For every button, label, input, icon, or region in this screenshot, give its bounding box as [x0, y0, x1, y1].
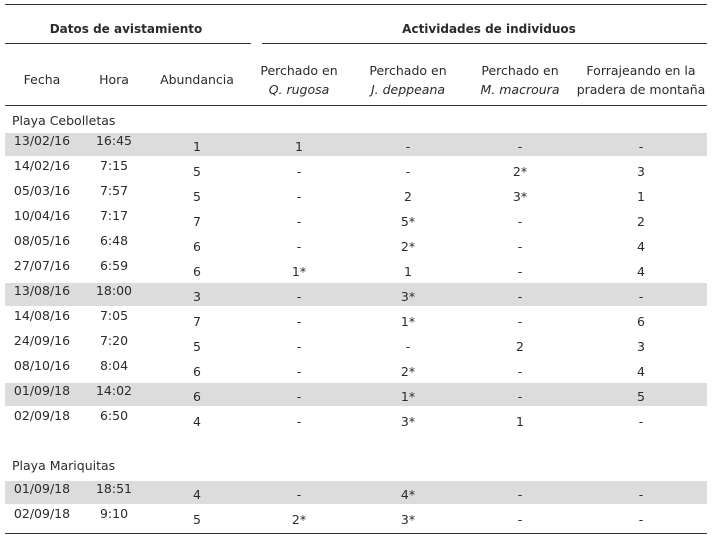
- top-rule: [5, 4, 707, 5]
- cell-f: 4: [637, 264, 645, 279]
- col-header-f-line1: Forrajeando en la: [586, 63, 696, 78]
- cell-j: 5*: [400, 214, 416, 229]
- cell-m: -: [517, 512, 523, 527]
- cell-f: 4: [637, 364, 645, 379]
- bottom-rule: [5, 533, 707, 534]
- table-row: [0, 358, 714, 383]
- cell-j: 2*: [400, 364, 416, 379]
- cell-fecha: 08/10/16: [13, 358, 71, 373]
- cell-m: -: [517, 389, 523, 404]
- cell-fecha: 02/09/18: [13, 408, 71, 423]
- table-row: [0, 233, 714, 258]
- cell-q: -: [296, 339, 302, 354]
- cell-abundancia: 4: [193, 414, 201, 429]
- table-row: [0, 133, 714, 158]
- cell-fecha: 08/05/16: [13, 233, 71, 248]
- cell-m: 1: [516, 414, 524, 429]
- cell-hora: 16:45: [95, 133, 133, 148]
- header-rule: [5, 105, 707, 106]
- cell-m: -: [517, 314, 523, 329]
- cell-f: -: [638, 414, 644, 429]
- section-title-mariquitas: Playa Mariquitas: [12, 458, 116, 473]
- col-header-q-line1: Perchado en: [260, 63, 338, 78]
- cell-q: -: [296, 164, 302, 179]
- cell-fecha: 10/04/16: [13, 208, 71, 223]
- cell-f: 1: [637, 189, 645, 204]
- cell-hora: 9:10: [99, 506, 129, 521]
- cell-abundancia: 1: [193, 139, 201, 154]
- table-row: [0, 183, 714, 208]
- cell-j: 4*: [400, 487, 416, 502]
- cell-fecha: 27/07/16: [13, 258, 71, 273]
- group-header-sighting: Datos de avistamiento: [49, 22, 203, 36]
- table-row: [0, 383, 714, 408]
- cell-q: -: [296, 389, 302, 404]
- table-row: [0, 333, 714, 358]
- cell-q: -: [296, 289, 302, 304]
- cell-j: 3*: [400, 414, 416, 429]
- cell-abundancia: 7: [193, 314, 201, 329]
- cell-q: -: [296, 487, 302, 502]
- cell-q: -: [296, 189, 302, 204]
- cell-m: -: [517, 487, 523, 502]
- cell-m: -: [517, 139, 523, 154]
- col-header-f-line2: pradera de montaña: [576, 82, 706, 97]
- cell-m: -: [517, 264, 523, 279]
- cell-abundancia: 5: [193, 339, 201, 354]
- table-row: [0, 308, 714, 333]
- cell-m: 2*: [512, 164, 528, 179]
- cell-f: 6: [637, 314, 645, 329]
- group-rule-right: [262, 43, 707, 44]
- table-row: [0, 481, 714, 506]
- table-row: [0, 506, 714, 531]
- cell-abundancia: 6: [193, 364, 201, 379]
- cell-f: 2: [637, 214, 645, 229]
- cell-q: 1: [295, 139, 303, 154]
- cell-fecha: 01/09/18: [13, 481, 71, 496]
- col-header-j-line2: J. deppeana: [370, 82, 446, 97]
- col-header-hora: Hora: [99, 72, 129, 87]
- cell-fecha: 14/08/16: [13, 308, 71, 323]
- cell-hora: 18:51: [95, 481, 133, 496]
- cell-q: -: [296, 214, 302, 229]
- cell-fecha: 13/02/16: [13, 133, 71, 148]
- cell-f: 4: [637, 239, 645, 254]
- cell-m: 3*: [512, 189, 528, 204]
- cell-m: -: [517, 289, 523, 304]
- table-row: [0, 208, 714, 233]
- cell-m: -: [517, 214, 523, 229]
- cell-j: 1*: [400, 314, 416, 329]
- cell-m: -: [517, 364, 523, 379]
- cell-abundancia: 6: [193, 239, 201, 254]
- col-header-j-line1: Perchado en: [369, 63, 447, 78]
- table-row: [0, 283, 714, 308]
- cell-fecha: 01/09/18: [13, 383, 71, 398]
- cell-j: 2: [404, 189, 412, 204]
- cell-q: 2*: [291, 512, 307, 527]
- cell-abundancia: 4: [193, 487, 201, 502]
- cell-q: -: [296, 314, 302, 329]
- cell-abundancia: 5: [193, 512, 201, 527]
- cell-f: -: [638, 289, 644, 304]
- col-header-fecha: Fecha: [23, 72, 61, 87]
- group-header-activities: Actividades de individuos: [402, 22, 576, 36]
- cell-j: 3*: [400, 512, 416, 527]
- cell-fecha: 14/02/16: [13, 158, 71, 173]
- cell-m: 2: [516, 339, 524, 354]
- cell-hora: 7:17: [99, 208, 129, 223]
- cell-abundancia: 5: [193, 164, 201, 179]
- cell-j: -: [405, 139, 411, 154]
- cell-hora: 6:48: [99, 233, 129, 248]
- cell-m: -: [517, 239, 523, 254]
- cell-q: 1*: [291, 264, 307, 279]
- cell-hora: 6:50: [99, 408, 129, 423]
- cell-q: -: [296, 364, 302, 379]
- cell-q: -: [296, 239, 302, 254]
- col-header-q-line2: Q. rugosa: [268, 82, 330, 97]
- cell-abundancia: 5: [193, 189, 201, 204]
- cell-abundancia: 6: [193, 264, 201, 279]
- col-header-m-line1: Perchado en: [481, 63, 559, 78]
- cell-hora: 7:57: [99, 183, 129, 198]
- cell-fecha: 02/09/18: [13, 506, 71, 521]
- cell-hora: 18:00: [95, 283, 133, 298]
- cell-hora: 8:04: [99, 358, 129, 373]
- section-title-cebolletas: Playa Cebolletas: [12, 113, 116, 128]
- cell-hora: 7:15: [99, 158, 129, 173]
- cell-f: 5: [637, 389, 645, 404]
- cell-j: 1*: [400, 389, 416, 404]
- cell-fecha: 13/08/16: [13, 283, 71, 298]
- cell-abundancia: 7: [193, 214, 201, 229]
- cell-hora: 7:05: [99, 308, 129, 323]
- cell-f: -: [638, 512, 644, 527]
- cell-hora: 7:20: [99, 333, 129, 348]
- cell-f: 3: [637, 164, 645, 179]
- cell-f: 3: [637, 339, 645, 354]
- cell-abundancia: 6: [193, 389, 201, 404]
- cell-hora: 14:02: [95, 383, 133, 398]
- cell-j: -: [405, 164, 411, 179]
- table-row: [0, 258, 714, 283]
- cell-f: -: [638, 487, 644, 502]
- cell-j: 1: [404, 264, 412, 279]
- cell-fecha: 24/09/16: [13, 333, 71, 348]
- cell-j: -: [405, 339, 411, 354]
- table-row: [0, 408, 714, 433]
- cell-j: 2*: [400, 239, 416, 254]
- group-rule-left: [5, 43, 251, 44]
- cell-j: 3*: [400, 289, 416, 304]
- col-header-abundancia: Abundancia: [160, 72, 234, 87]
- cell-hora: 6:59: [99, 258, 129, 273]
- col-header-m-line2: M. macroura: [480, 82, 560, 97]
- cell-f: -: [638, 139, 644, 154]
- cell-q: -: [296, 414, 302, 429]
- cell-abundancia: 3: [193, 289, 201, 304]
- table-row: [0, 158, 714, 183]
- cell-fecha: 05/03/16: [13, 183, 71, 198]
